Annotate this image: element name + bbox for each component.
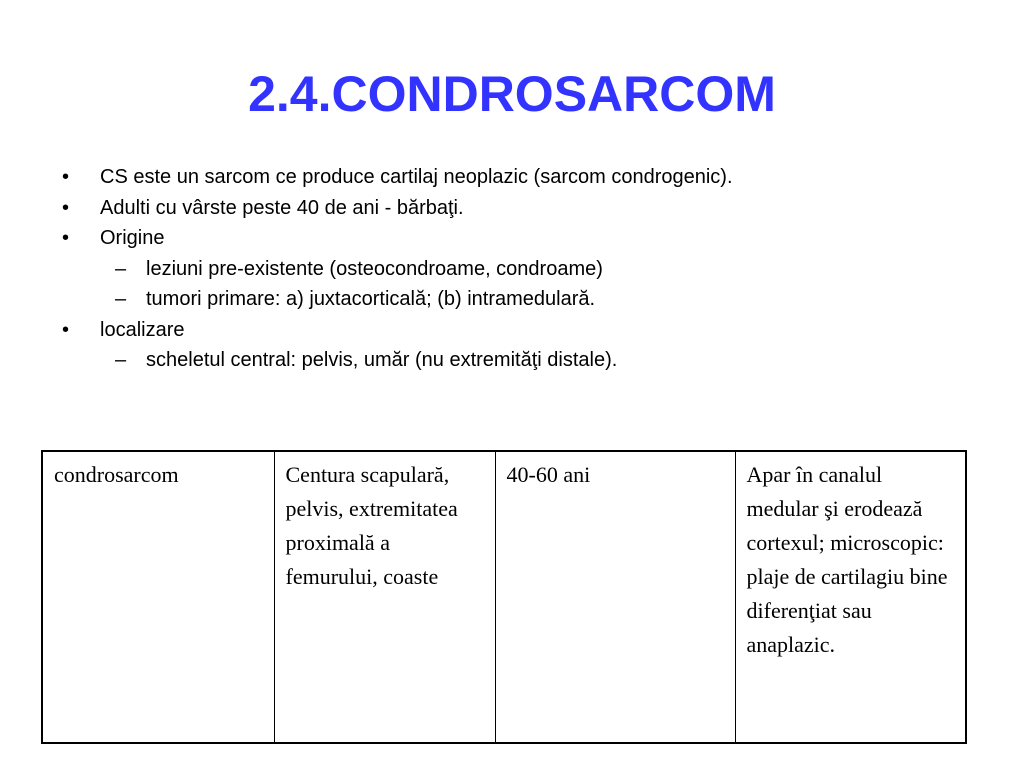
bullet-text: CS este un sarcom ce produce cartilaj neoplazic (sarcom condrogenic). [100,166,733,188]
bullet-marker: • [62,227,70,249]
bullet-item [62,223,1002,254]
dash-marker: – [115,257,127,280]
dash-marker: – [115,288,127,310]
table-cell-tumor-name: condrosarcom [54,462,179,487]
bullet-text: Origine [100,227,165,249]
sub-bullet-text: scheletul central: pelvis, umăr (nu extremităţi distale). [146,349,618,371]
sub-bullet-item [62,345,1002,376]
bullet-item [62,315,1002,346]
sub-bullet-item [62,254,1002,285]
bullet-item [62,193,1002,224]
slide-title: 2.4.CONDROSARCOM [248,66,776,122]
bullet-text: localizare [100,318,185,341]
bullet-marker: • [62,318,70,341]
bullet-item [62,162,1002,193]
bullet-marker: • [62,166,70,188]
table-cell-location: Centura scapulară, pelvis, extremitatea proximală a femurului, coaste [274,452,495,742]
table-cell-age: 40-60 ani [495,452,735,742]
sub-bullet-text: tumori primare: a) juxtacorticală; (b) intramedulară. [146,288,596,310]
info-table [43,452,965,742]
sub-bullet-text: leziuni pre-existente (osteocondroame, condroame) [146,257,603,280]
sub-bullet-item [62,284,1002,315]
table-row [43,452,965,742]
bullet-marker: • [62,196,70,219]
bullet-text: Adulti cu vârste peste 40 de ani - bărbaţi. [100,196,464,219]
table-cell-description: Apar în canalul medular şi erodează cortexul; microscopic: plaje de cartilagiu bine diferenţiat sau anaplazic. [735,452,965,742]
bullet-list [62,162,1002,376]
dash-marker: – [115,349,127,371]
info-table-frame [41,450,967,744]
